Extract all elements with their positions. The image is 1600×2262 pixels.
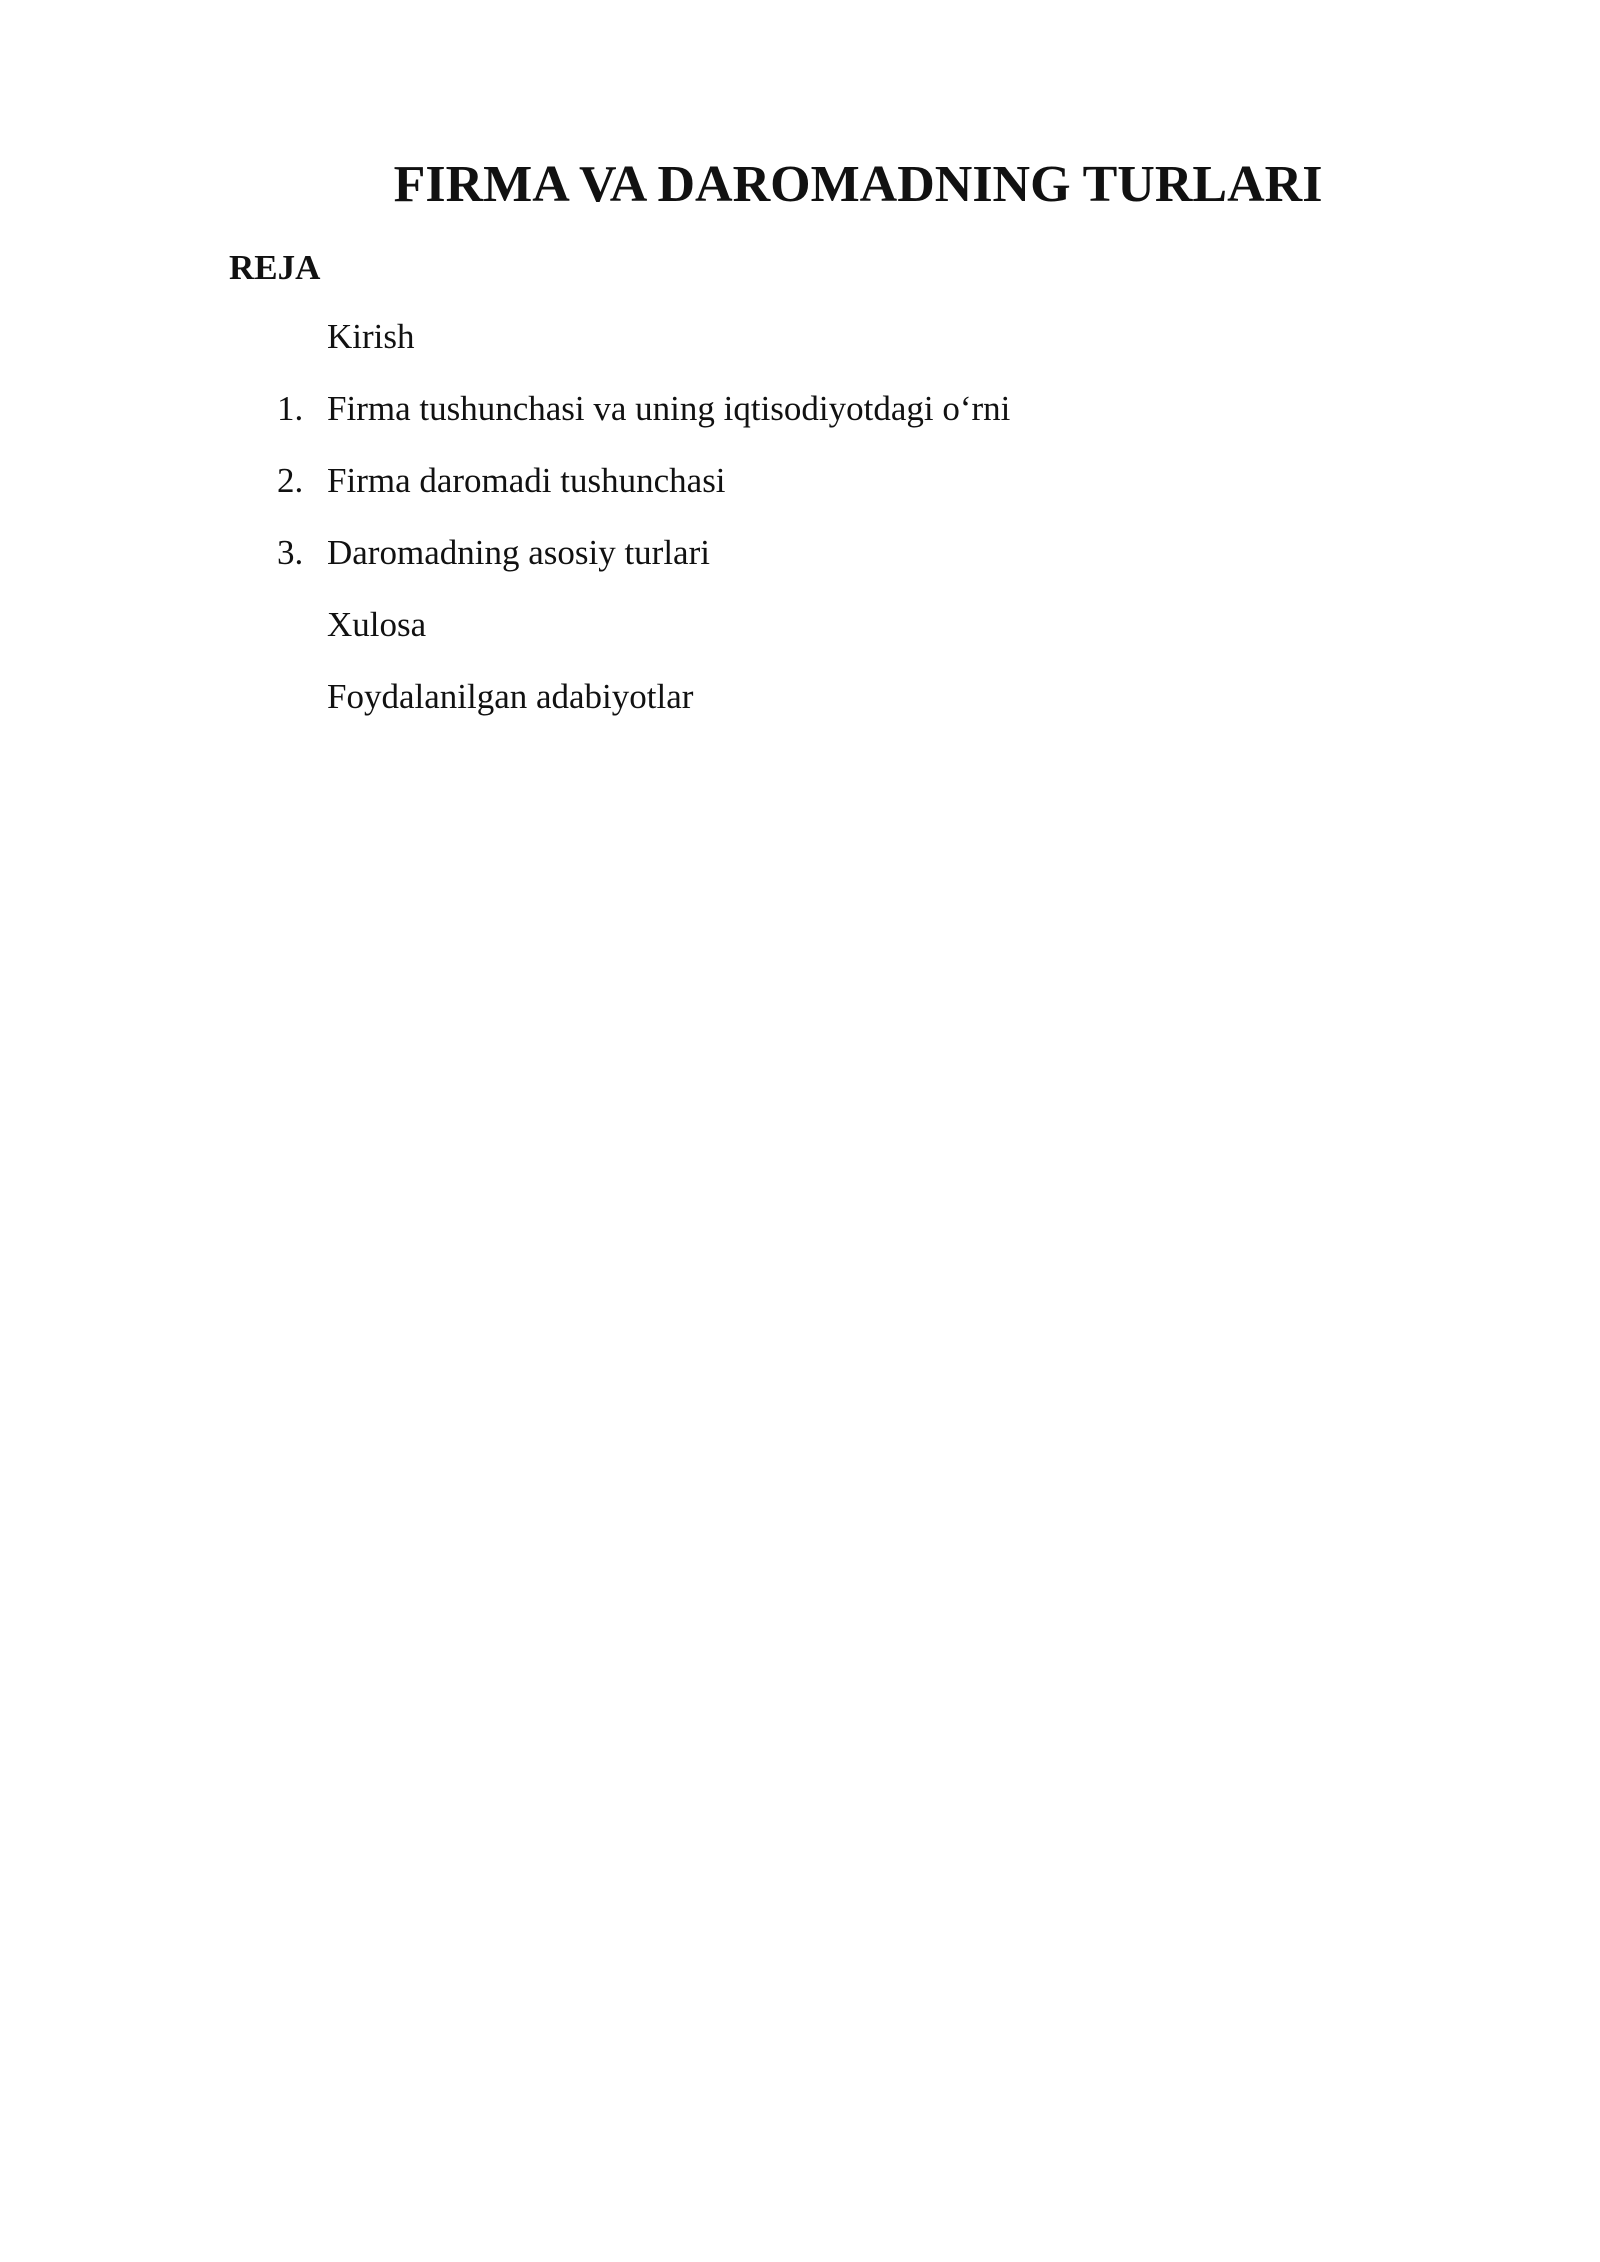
plan-item-number: 1. [277,389,304,428]
plan-item-text: Kirish [327,317,415,356]
plan-heading: REJA [229,248,321,287]
plan-item-text: Firma daromadi tushunchasi [327,461,726,500]
plan-item-text: Firma tushunchasi va uning iqtisodiyotdagi o‘rni [327,389,1011,428]
plan-item-number: 2. [277,461,304,500]
plan-item-text: Daromadning asosiy turlari [327,533,710,572]
plan-item-text: Xulosa [327,605,427,644]
plan-item-number: 3. [277,533,304,572]
document-title: FIRMA VA DAROMADNING TURLARI [393,156,1323,213]
plan-item-text: Foydalanilgan adabiyotlar [327,677,694,716]
